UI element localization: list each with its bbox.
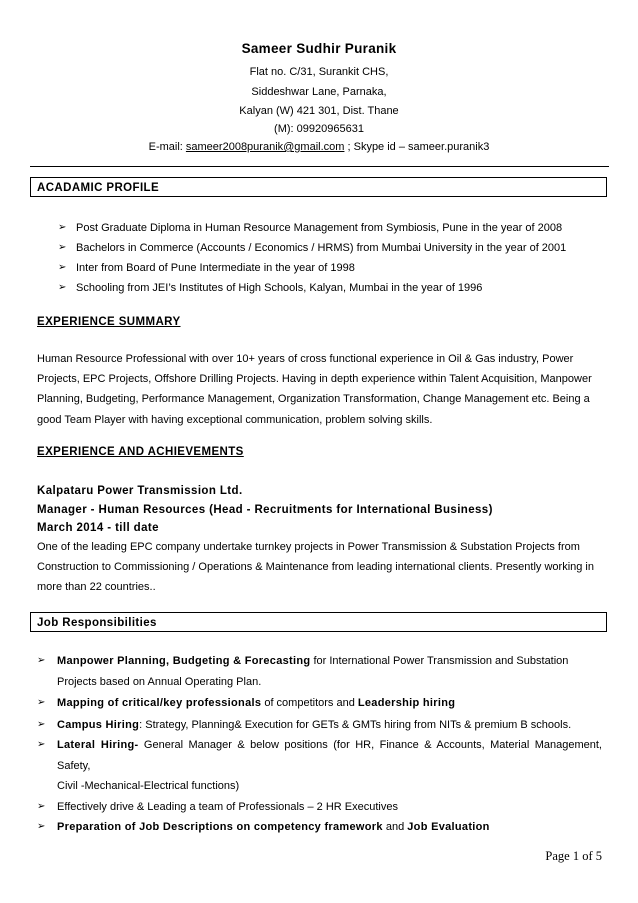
- email-label: E-mail:: [148, 141, 186, 153]
- list-item: ➢ Lateral Hiring- General Manager & below positions (for HR, Finance & Accounts, Material Management, Safety, Civil -Mechanical-Electrical functions): [37, 735, 602, 797]
- arrow-bullet-icon: ➢: [37, 718, 46, 730]
- arrow-bullet-icon: ➢: [58, 242, 67, 253]
- arrow-bullet-icon: ➢: [58, 282, 67, 293]
- address-line-1: Flat no. C/31, Surankit CHS,: [249, 66, 389, 78]
- arrow-bullet-icon: ➢: [58, 262, 67, 273]
- arrow-bullet-icon: ➢: [37, 697, 46, 708]
- experience-summary-text: Human Resource Professional with over 10+ years of cross functional experience in Oil & Gas industry, Power Projects, EPC Projects, Offshore Drilling Projects. Having in depth experience within Talent Acquisition, Manpower Planning, Budgeting, Performance Management, Organization Transformation, Change Management etc. Being a good Team Player with having exceptional communication, problem solving skills.: [37, 353, 592, 426]
- academic-profile-heading: ACADAMIC PROFILE: [30, 177, 607, 197]
- arrow-bullet-icon: ➢: [37, 821, 46, 832]
- experience-summary-heading: EXPERIENCE SUMMARY: [37, 316, 181, 328]
- arrow-bullet-icon: ➢: [37, 655, 46, 666]
- mobile-number: (M): 09920965631: [274, 123, 364, 135]
- page-number: Page 1 of 5: [545, 849, 602, 863]
- experience-achievements-heading: EXPERIENCE AND ACHIEVEMENTS: [37, 446, 244, 458]
- arrow-bullet-icon: ➢: [58, 222, 67, 233]
- company-description: One of the leading EPC company undertake turnkey projects in Power Transmission & Substation Projects from Construction to Commissioning / Operations & Maintenance from leading international clients. Presently working in more than 22 countries..: [37, 541, 594, 594]
- address-line-2: Siddeshwar Lane, Parnaka,: [251, 86, 387, 98]
- academic-list: [58, 218, 618, 298]
- address-line-3: Kalyan (W) 421 301, Dist. Thane: [239, 105, 399, 117]
- email-link[interactable]: sameer2008puranik@gmail.com: [185, 141, 345, 153]
- list-item: ➢ Bachelors in Commerce (Accounts / Economics / HRMS) from Mumbai University in the year of 2001: [58, 238, 618, 258]
- list-item: ➢ Post Graduate Diploma in Human Resource Management from Symbiosis, Pune in the year of 2008: [58, 218, 618, 238]
- header-divider: [30, 166, 609, 167]
- list-item: ➢ Inter from Board of Pune Intermediate in the year of 1998: [58, 258, 618, 278]
- list-item: ➢ Preparation of Job Descriptions on competency framework and Job Evaluation: [37, 817, 602, 838]
- job-period: March 2014 - till date: [37, 522, 159, 534]
- list-item: ➢ Campus Hiring: Strategy, Planning& Execution for GETs & GMTs hiring from NITs & premium B schools.: [37, 715, 602, 736]
- list-item: ➢ Schooling from JEI’s Institutes of High Schools, Kalyan, Mumbai in the year of 1996: [58, 278, 618, 298]
- list-item: ➢ Manpower Planning, Budgeting & Forecasting for International Power Transmission and Substation Projects based on Annual Operating Plan.: [37, 651, 602, 692]
- contact-line: [0, 141, 638, 153]
- company-name: Kalpataru Power Transmission Ltd.: [37, 485, 243, 497]
- responsibilities-list: [37, 651, 602, 838]
- arrow-bullet-icon: ➢: [37, 739, 46, 750]
- skype-id: ; Skype id – sameer.puranik3: [344, 141, 490, 153]
- job-responsibilities-heading: Job Responsibilities: [30, 612, 607, 632]
- list-item: ➢ Mapping of critical/key professionals of competitors and Leadership hiring: [37, 693, 602, 714]
- candidate-name: Sameer Sudhir Puranik: [241, 41, 397, 56]
- job-title: Manager - Human Resources (Head - Recruitments for International Business): [37, 504, 493, 516]
- list-item: ➢ Effectively drive & Leading a team of Professionals – 2 HR Executives: [37, 797, 602, 818]
- arrow-bullet-icon: ➢: [37, 800, 46, 812]
